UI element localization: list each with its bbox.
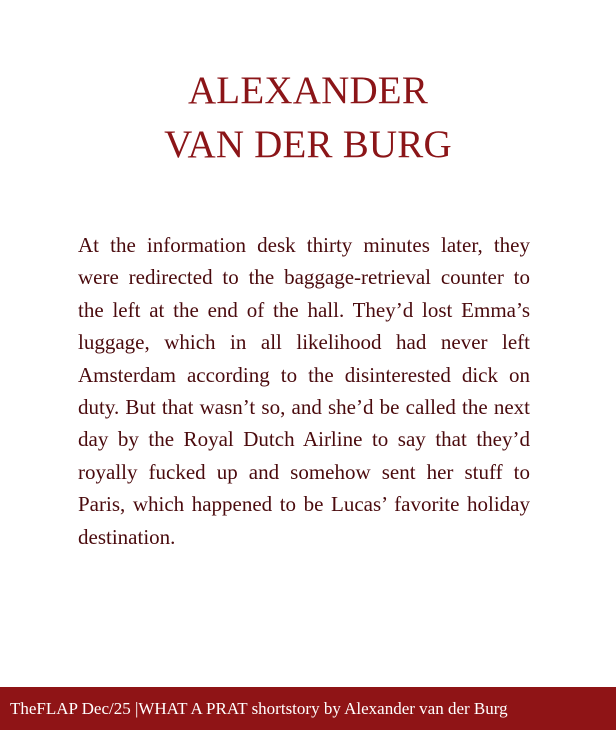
title-line-2: VAN DER BURG <box>164 123 452 166</box>
footer-text: TheFLAP Dec/25 |WHAT A PRAT shortstory by Alexander van der Burg <box>10 699 508 718</box>
story-paragraph: At the information desk thirty minutes later, they were redirected to the baggage-retrieval counter to the left at the end of the hall. They’d lost Emma’s luggage, which in all likelihood had never left Amsterdam according to the disinterested dick on duty. But that wasn’t so, and she’d be called the next day by the Royal Dutch Airline to say that they’d royally fucked up and somehow sent her stuff to Paris, which happened to be Lucas’ favorite holiday destination. <box>78 233 530 549</box>
title-line-1: ALEXANDER <box>187 69 429 112</box>
author-title <box>0 64 616 172</box>
footer-banner <box>0 687 616 730</box>
